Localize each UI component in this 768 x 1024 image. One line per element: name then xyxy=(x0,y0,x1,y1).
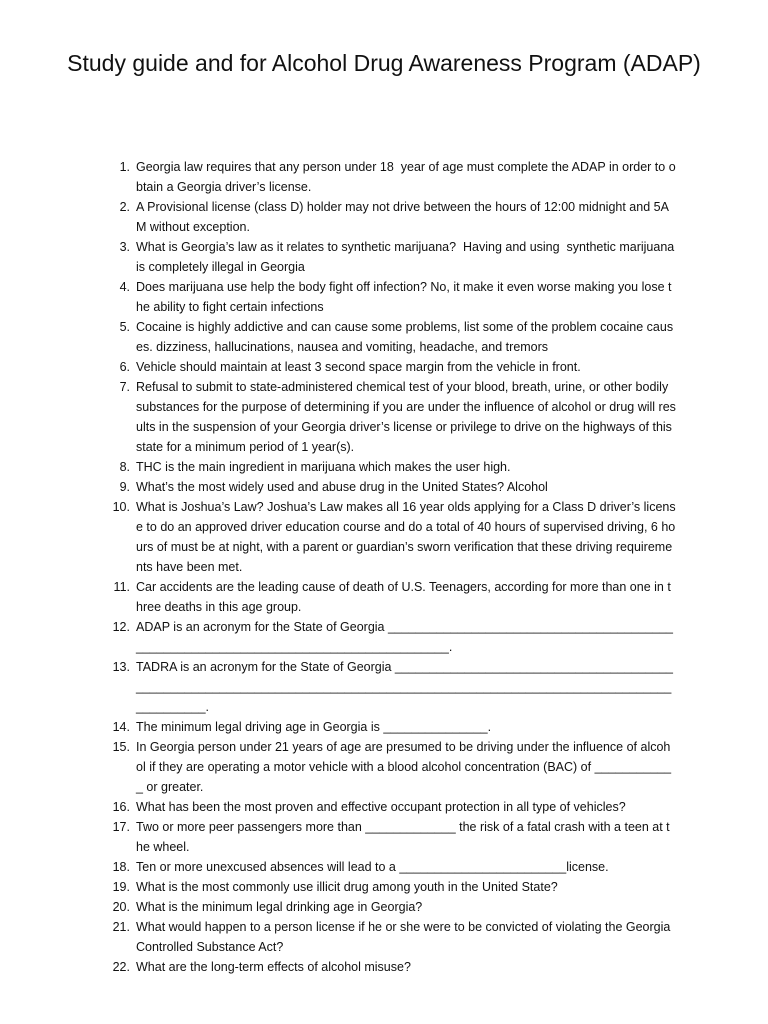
question-number: 21. xyxy=(112,920,130,934)
question-item xyxy=(0,157,768,197)
question-number: 6. xyxy=(119,360,130,374)
document-title: Study guide and for Alcohol Drug Awareness Program (ADAP) xyxy=(67,50,701,76)
question-number: 3. xyxy=(119,240,130,254)
question-number: 13. xyxy=(112,660,130,674)
question-item xyxy=(0,497,768,577)
question-item xyxy=(0,797,768,817)
question-text: TADRA is an acronym for the State of Georgia _______________________________________________________________________________________________________________________________. xyxy=(136,660,673,714)
question-number: 12. xyxy=(112,620,130,634)
question-item xyxy=(0,477,768,497)
question-text: What has been the most proven and effective occupant protection in all type of vehicles? xyxy=(136,800,626,814)
question-text: Two or more peer passengers more than _____________ the risk of a fatal crash with a teen at the wheel. xyxy=(136,820,670,854)
question-text: Georgia law requires that any person under 18 year of age must complete the ADAP in order to obtain a Georgia driver’s license. xyxy=(136,160,676,194)
question-item xyxy=(0,617,768,657)
question-text: What is the most commonly use illicit drug among youth in the United State? xyxy=(136,880,558,894)
question-item xyxy=(0,657,768,717)
question-item xyxy=(0,717,768,737)
question-number: 20. xyxy=(112,900,130,914)
question-number: 9. xyxy=(119,480,130,494)
question-number: 11. xyxy=(113,580,130,594)
question-number: 22. xyxy=(112,960,130,974)
question-text: THC is the main ingredient in marijuana which makes the user high. xyxy=(136,460,511,474)
question-number: 5. xyxy=(119,320,130,334)
question-text: What is the minimum legal drinking age in Georgia? xyxy=(136,900,423,914)
question-item xyxy=(0,877,768,897)
question-text: Cocaine is highly addictive and can cause some problems, list some of the problem cocaine causes. dizziness, hallucinations, nausea and vomiting, headache, and tremors xyxy=(136,320,674,354)
question-text: What is Joshua’s Law? Joshua’s Law makes all 16 year olds applying for a Class D driver’s license to do an approved driver education course and do a total of 40 hours of supervised driving, 6 hours of must be at night, with a parent or guardian’s sworn verification that these driving requirements have been met. xyxy=(136,500,676,574)
question-text: What’s the most widely used and abuse drug in the United States? Alcohol xyxy=(136,480,548,494)
question-text: The minimum legal driving age in Georgia is _______________. xyxy=(136,720,492,734)
question-item xyxy=(0,457,768,477)
question-number: 10. xyxy=(112,500,130,514)
question-number: 8. xyxy=(119,460,130,474)
question-number: 16. xyxy=(112,800,130,814)
question-list xyxy=(0,157,768,977)
question-item xyxy=(0,857,768,877)
question-number: 19. xyxy=(112,880,130,894)
question-item xyxy=(0,957,768,977)
question-item xyxy=(0,917,768,957)
question-item xyxy=(0,357,768,377)
question-text: What are the long-term effects of alcohol misuse? xyxy=(136,960,411,974)
question-item xyxy=(0,737,768,797)
question-item xyxy=(0,197,768,237)
question-number: 1. xyxy=(119,160,130,174)
question-text: Refusal to submit to state-administered chemical test of your blood, breath, urine, or other bodily substances for the purpose of determining if you are under the influence of alcohol or drug will results in the suspension of your Georgia driver’s license or privilege to drive on the highways of this state for a minimum period of 1 year(s). xyxy=(136,380,676,454)
question-text: Ten or more unexcused absences will lead to a ________________________license. xyxy=(136,860,609,874)
question-item xyxy=(0,377,768,457)
question-item xyxy=(0,577,768,617)
question-text: Car accidents are the leading cause of death of U.S. Teenagers, according for more than one in three deaths in this age group. xyxy=(136,580,671,614)
question-number: 4. xyxy=(119,280,130,294)
question-number: 14. xyxy=(112,720,130,734)
question-text: Vehicle should maintain at least 3 second space margin from the vehicle in front. xyxy=(136,360,581,374)
question-item xyxy=(0,817,768,857)
question-number: 7. xyxy=(119,380,130,394)
question-text: What is Georgia’s law as it relates to synthetic marijuana? Having and using synthetic marijuana is completely illegal in Georgia xyxy=(136,240,678,274)
question-number: 15. xyxy=(112,740,130,754)
question-number: 2. xyxy=(119,200,130,214)
question-number: 18. xyxy=(112,860,130,874)
question-text: In Georgia person under 21 years of age are presumed to be driving under the influence of alcohol if they are operating a motor vehicle with a blood alcohol concentration (BAC) of ____________ or greater. xyxy=(136,740,672,794)
question-item xyxy=(0,897,768,917)
question-item xyxy=(0,277,768,317)
question-text: What would happen to a person license if he or she were to be convicted of violating the Georgia Controlled Substance Act? xyxy=(136,920,674,954)
question-item xyxy=(0,317,768,357)
question-text: Does marijuana use help the body fight off infection? No, it make it even worse making you lose the ability to fight certain infections xyxy=(136,280,672,314)
question-text: ADAP is an acronym for the State of Georgia ______________________________________________________________________________________. xyxy=(136,620,674,654)
question-text: A Provisional license (class D) holder may not drive between the hours of 12:00 midnight and 5AM without exception. xyxy=(136,200,669,234)
question-number: 17. xyxy=(112,820,130,834)
question-item xyxy=(0,237,768,277)
